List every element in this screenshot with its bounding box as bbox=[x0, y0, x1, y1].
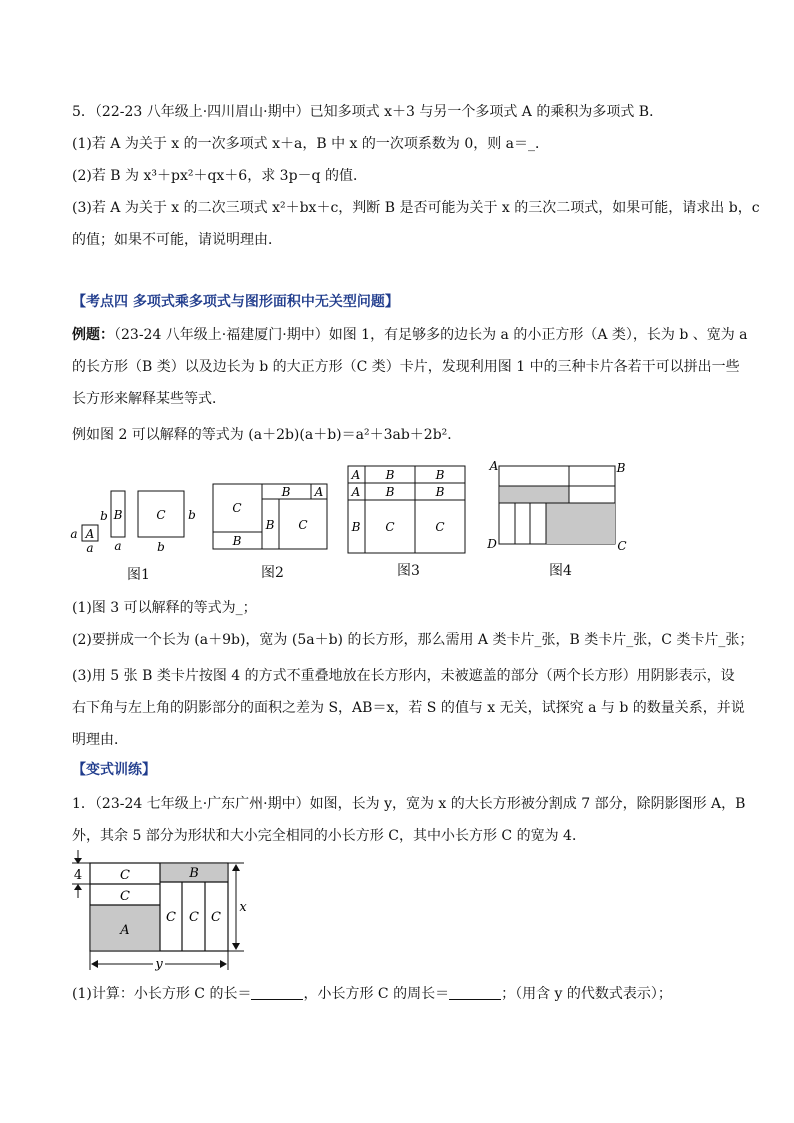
fig4-shade-bottom-right bbox=[546, 503, 615, 544]
fig2-B-vertical: B bbox=[265, 518, 275, 532]
variant-fig-label-x: x bbox=[239, 900, 247, 915]
example-line1 bbox=[72, 325, 748, 345]
section4-q3-line2: 右下角与左上角的阴影部分的面积之差为 S，AB＝x，若 S 的值与 x 无关，试探究 a 与 b 的数量关系，并说 bbox=[72, 700, 745, 716]
variant-q1-part-c: ；（用含 y 的代数式表示）； bbox=[501, 986, 672, 1002]
fig3-C-1: C bbox=[385, 520, 395, 534]
section4-q1: (1)图 3 可以解释的等式为_； bbox=[72, 600, 257, 616]
variant-fig-A: A bbox=[120, 923, 130, 938]
fig3-C-2: C bbox=[435, 520, 445, 534]
example-line4: 例如图 2 可以解释的等式为 (a＋2b)(a＋b)＝a²＋3ab＋2b²． bbox=[72, 427, 462, 443]
fig1-label-b-small: b bbox=[100, 509, 108, 523]
fig2-C-left: C bbox=[232, 501, 242, 515]
variant-fig-label-4: 4 bbox=[73, 868, 83, 883]
fig1-label-b-right: b bbox=[188, 508, 196, 522]
fig1-label-a-bottom: a bbox=[86, 541, 94, 555]
fig4-D: D bbox=[487, 537, 497, 551]
section4-q3-line1: (3)用 5 张 B 类卡片按图 4 的方式不重叠地放在长方形内，未被遮盖的部分（两个长方形）用阴影表示，设 bbox=[72, 668, 735, 684]
variant-fig-C-1: C bbox=[120, 868, 130, 883]
fig2-B-top: B bbox=[281, 485, 291, 499]
answer-blank-perimeter[interactable] bbox=[449, 985, 501, 1000]
fig4-A: A bbox=[489, 459, 499, 473]
figure-2 bbox=[212, 482, 332, 552]
fig3-B-5: B bbox=[351, 520, 361, 534]
fig1-label-C: C bbox=[156, 508, 166, 522]
example-line3: 长方形来解释某些等式． bbox=[72, 391, 226, 407]
answer-blank-length[interactable] bbox=[251, 985, 303, 1000]
fig4-shade-top-left bbox=[500, 486, 569, 503]
fig1-label-a-B: a bbox=[114, 539, 122, 553]
fig3-B-2: B bbox=[435, 468, 445, 482]
variant-q1-part-a: (1)计算：小长方形 C 的长＝ bbox=[72, 986, 252, 1002]
fig3-B-4: B bbox=[435, 485, 445, 499]
section-title: 【考点四 多项式乘多项式与图形面积中无关型问题】 bbox=[72, 294, 399, 310]
variant-q1 bbox=[72, 984, 722, 1004]
example-line2: 的长方形（B 类）以及边长为 b 的大正方形（C 类）卡片，发现利用图 1 中的三种卡片各若干可以拼出一些 bbox=[72, 359, 740, 375]
fig3-A-2: A bbox=[351, 485, 361, 499]
variant-fig-C-4: C bbox=[189, 910, 199, 925]
fig2-B-bottom: B bbox=[232, 534, 242, 548]
fig3-B-3: B bbox=[385, 485, 395, 499]
fig3-B-1: B bbox=[385, 468, 395, 482]
problem5-q2: (2)若 B 为 x³＋px²＋qx＋6，求 3p－q 的值． bbox=[72, 168, 367, 184]
figure-3 bbox=[346, 464, 468, 556]
variant-fig-label-y: y bbox=[155, 957, 163, 972]
example-text-1: （23-24 八年级上·福建厦门·期中）如图 1，有足够多的边长为 a 的小正方形（A 类），长为 b 、宽为 a bbox=[114, 327, 748, 343]
variant-p1-line1: 1．（23-24 七年级上·广东广州·期中）如图，长为 y，宽为 x 的大长方形被分割成 7 部分，除阴影图形 A，B bbox=[72, 796, 746, 812]
caption-fig2: 图2 bbox=[261, 565, 284, 581]
variant-title: 【变式训练】 bbox=[72, 762, 156, 778]
problem5-q1: (1)若 A 为关于 x 的一次多项式 x＋a，B 中 x 的一次项系数为 0，则 a＝_． bbox=[72, 136, 550, 152]
section4-q2: (2)要拼成一个长为 (a＋9b)，宽为 (5a＋b) 的长方形，那么需用 A 类卡片_张，B 类卡片_张，C 类卡片_张； bbox=[72, 632, 754, 648]
fig4-B: B bbox=[616, 461, 626, 475]
variant-fig-C-3: C bbox=[166, 910, 176, 925]
variant-fig-C-2: C bbox=[120, 889, 130, 904]
problem5-q3-line2: 的值；如果不可能，请说明理由． bbox=[72, 232, 282, 248]
variant-fig-B: B bbox=[189, 866, 199, 881]
problem5-header: 5．（22-23 八年级上·四川眉山·期中）已知多项式 x＋3 与另一个多项式 A 的乘积为多项式 B． bbox=[72, 104, 664, 120]
section4-q3-line3: 明理由． bbox=[72, 732, 128, 748]
fig2-C-right: C bbox=[298, 518, 308, 532]
example-label: 例题： bbox=[72, 327, 114, 343]
variant-figure bbox=[68, 850, 248, 974]
variant-p1-line2: 外，其余 5 部分为形状和大小完全相同的小长方形 C，其中小长方形 C 的宽为 4． bbox=[72, 828, 586, 844]
figure-1 bbox=[68, 484, 208, 556]
fig2-A: A bbox=[314, 485, 324, 499]
figure-4 bbox=[484, 456, 634, 556]
fig1-label-A: A bbox=[85, 527, 95, 541]
caption-fig4: 图4 bbox=[549, 563, 572, 579]
fig3-A-1: A bbox=[351, 468, 361, 482]
variant-q1-part-b: ，小长方形 C 的周长＝ bbox=[303, 986, 450, 1002]
fig1-label-B: B bbox=[113, 508, 123, 522]
variant-fig-C-5: C bbox=[211, 910, 221, 925]
problem5-q3-line1: (3)若 A 为关于 x 的二次三项式 x²＋bx＋c，判断 B 是否可能为关于 x 的三次二项式，如果可能，请求出 b，c bbox=[72, 200, 760, 216]
fig1-label-a-left: a bbox=[70, 527, 78, 541]
fig1-label-b-bottom: b bbox=[157, 540, 165, 554]
caption-fig1: 图1 bbox=[127, 567, 150, 583]
caption-fig3: 图3 bbox=[397, 563, 420, 579]
fig4-C: C bbox=[617, 539, 627, 553]
